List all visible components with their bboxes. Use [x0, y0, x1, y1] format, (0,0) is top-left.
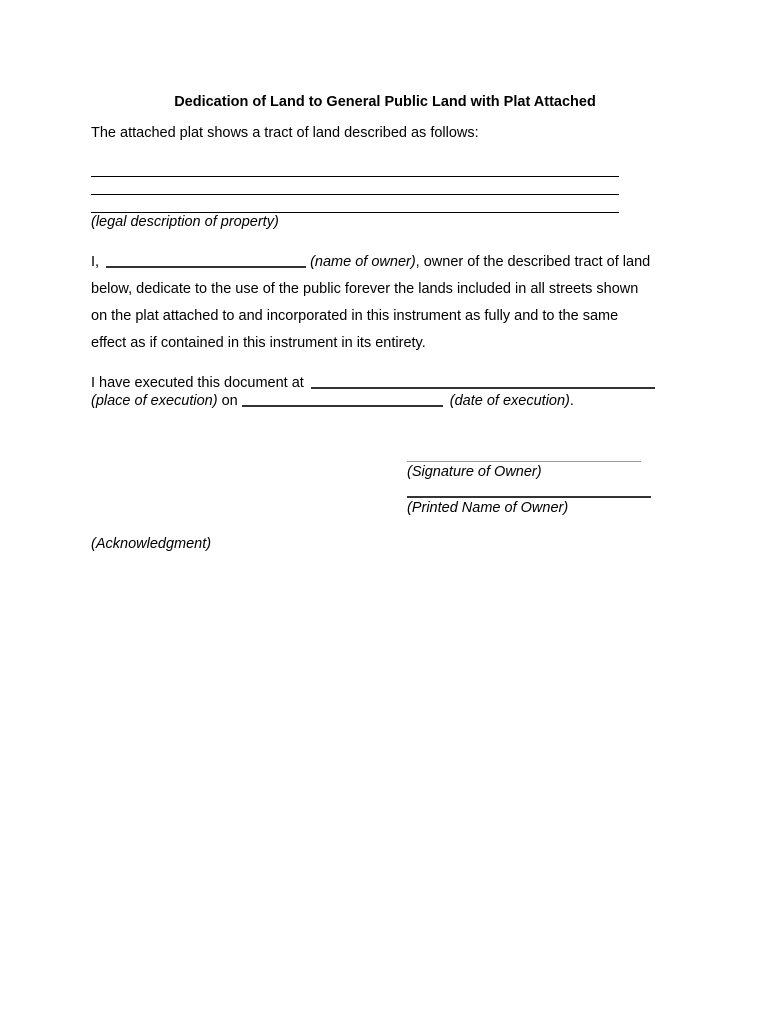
date-label: (date of execution) — [449, 393, 570, 409]
dedication-line-4: effect as if contained in this instrument in its entirety. — [91, 335, 426, 351]
dedication-line-2: below, dedicate to the use of the public forever the lands included in all streets shown — [91, 281, 639, 297]
dedication-line1-rest: , owner of the described tract of land — [415, 254, 651, 270]
place-blank[interactable] — [311, 386, 655, 389]
execution-line-2 — [91, 393, 574, 409]
intro-text: The attached plat shows a tract of land described as follows: — [91, 125, 479, 141]
document-title: Dedication of Land to General Public Land with Plat Attached — [174, 94, 596, 110]
date-blank[interactable] — [242, 404, 443, 407]
acknowledgment-label: (Acknowledgment) — [91, 536, 212, 552]
on-word: on — [221, 393, 238, 409]
legal-description-label: (legal description of property) — [91, 214, 279, 230]
dedication-line-3: on the plat attached to and incorporated in this instrument as fully and to the same — [91, 308, 619, 324]
owner-name-label: (name of owner) — [310, 254, 416, 270]
dedication-prefix: I, — [91, 254, 100, 270]
signature-label: (Signature of Owner) — [407, 464, 542, 480]
printed-name-line[interactable] — [407, 496, 651, 498]
owner-name-blank[interactable] — [106, 265, 306, 268]
period: . — [569, 393, 574, 409]
dedication-line-1 — [91, 249, 691, 276]
signature-line[interactable] — [407, 461, 641, 462]
place-label: (place of execution) — [91, 393, 218, 409]
printed-name-label: (Printed Name of Owner) — [407, 500, 569, 516]
legal-description-line-2[interactable] — [91, 194, 619, 195]
dedication-paragraph — [91, 249, 691, 357]
legal-description-line-3[interactable] — [91, 212, 619, 213]
legal-description-line-1[interactable] — [91, 176, 619, 177]
execution-line-1 — [91, 375, 655, 391]
execution-prefix: I have executed this document at — [91, 375, 304, 391]
